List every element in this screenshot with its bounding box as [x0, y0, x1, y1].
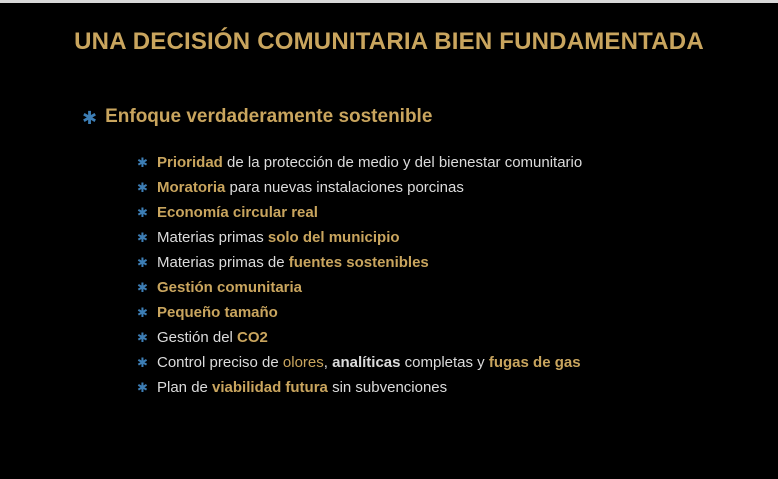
asterisk-bullet-icon: ✱ — [137, 205, 148, 220]
list-item-text — [157, 300, 278, 325]
asterisk-bullet-icon: ✱ — [137, 355, 148, 370]
list-item — [137, 150, 757, 175]
list-item-text — [157, 350, 581, 375]
text-segment: Moratoria — [157, 179, 226, 196]
list-item-text — [157, 225, 400, 250]
section-heading — [82, 106, 432, 128]
text-segment: completas y — [400, 354, 489, 371]
asterisk-bullet-icon: ✱ — [137, 305, 148, 320]
text-segment: analíticas — [332, 354, 401, 371]
list-item-text — [157, 250, 429, 275]
bullet-list — [137, 150, 757, 400]
text-segment: fuentes sostenibles — [288, 254, 429, 271]
list-item — [137, 375, 757, 400]
list-item-text — [157, 150, 582, 175]
text-segment: de la protección de medio y del bienestar comunitario — [222, 154, 583, 171]
list-item-text — [157, 325, 268, 350]
text-segment: olores — [282, 354, 324, 371]
text-segment: Pequeño tamaño — [157, 304, 278, 321]
text-segment: Materias primas de — [157, 254, 289, 271]
asterisk-bullet-icon: ✱ — [137, 180, 148, 195]
asterisk-bullet-icon: ✱ — [137, 255, 148, 270]
asterisk-bullet-icon: ✱ — [137, 330, 148, 345]
list-item — [137, 225, 757, 250]
slide-title: UNA DECISIÓN COMUNITARIA BIEN FUNDAMENTADA — [74, 28, 704, 55]
top-edge-strip — [0, 0, 778, 3]
section-heading-label: Enfoque verdaderamente sostenible — [105, 106, 433, 127]
text-segment: Prioridad — [157, 154, 223, 171]
text-segment: CO2 — [237, 329, 268, 346]
text-segment: Materias primas — [157, 229, 268, 246]
text-segment: viabilidad futura — [212, 379, 328, 396]
text-segment: Plan de — [157, 379, 213, 396]
list-item — [137, 275, 757, 300]
text-segment: Gestión del — [157, 329, 238, 346]
text-segment: Economía circular real — [157, 204, 318, 221]
text-segment: fugas de gas — [488, 354, 581, 371]
asterisk-bullet-icon: ✱ — [82, 108, 98, 128]
list-item — [137, 200, 757, 225]
list-item — [137, 175, 757, 200]
asterisk-bullet-icon: ✱ — [137, 230, 148, 245]
list-item — [137, 325, 757, 350]
list-item — [137, 350, 757, 375]
list-item-text — [157, 375, 447, 400]
asterisk-bullet-icon: ✱ — [137, 155, 148, 170]
asterisk-bullet-icon: ✱ — [137, 380, 148, 395]
text-segment: solo del municipio — [267, 229, 400, 246]
text-segment: Gestión comunitaria — [157, 279, 303, 296]
list-item — [137, 250, 757, 275]
text-segment: para nuevas instalaciones porcinas — [225, 179, 464, 196]
list-item-text — [157, 275, 302, 300]
list-item-text — [157, 175, 464, 200]
text-segment: Control preciso de — [157, 354, 283, 371]
list-item — [137, 300, 757, 325]
text-segment: sin subvenciones — [327, 379, 448, 396]
asterisk-bullet-icon: ✱ — [137, 280, 148, 295]
text-segment: , — [323, 354, 333, 371]
list-item-text — [157, 200, 318, 225]
